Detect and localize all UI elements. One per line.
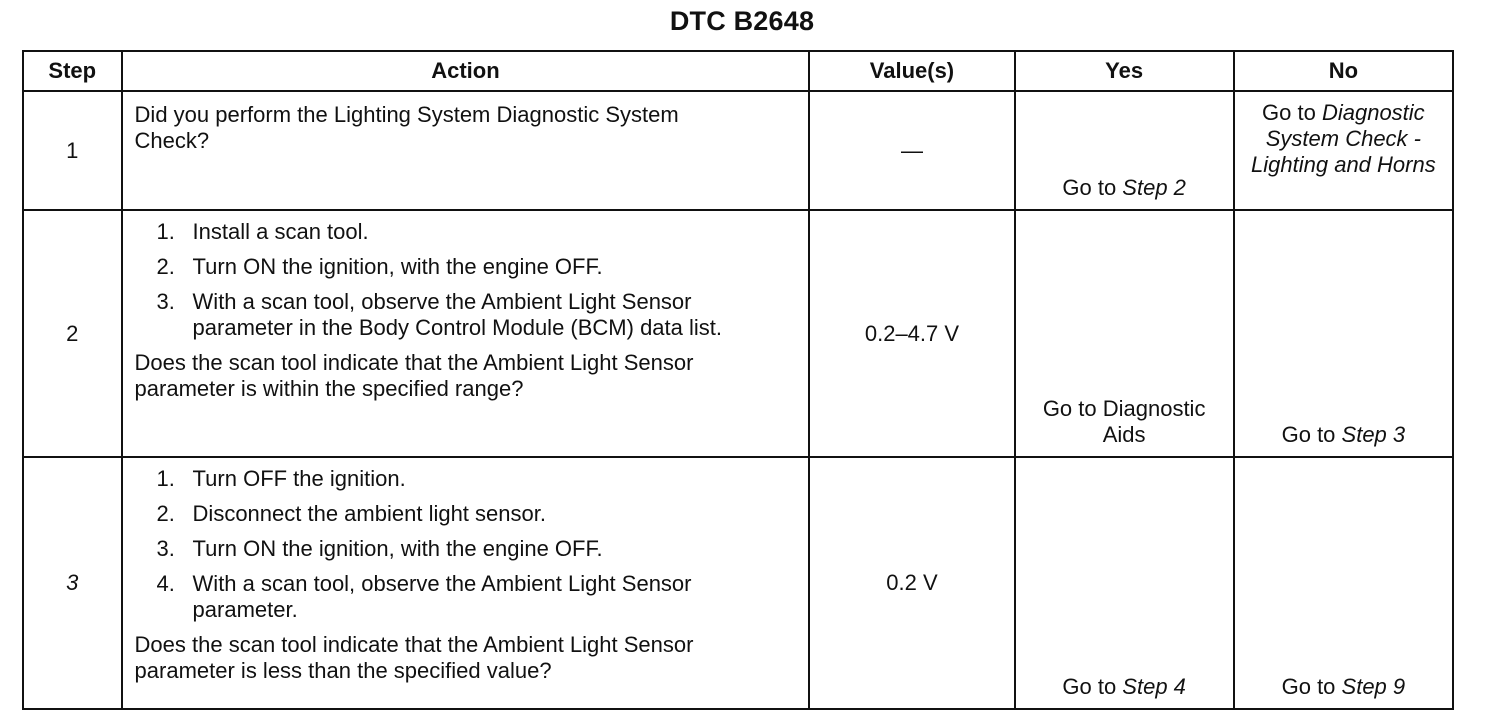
yes-link[interactable]: Step 4 — [1122, 674, 1186, 699]
table-row — [23, 91, 1453, 210]
no-link[interactable]: Step 9 — [1341, 674, 1406, 699]
no-link[interactable]: Diagnostic System Check - Lighting and Horns — [1251, 100, 1436, 177]
yes-cell — [1015, 457, 1234, 709]
action-cell — [122, 91, 810, 210]
yes-cell — [1015, 210, 1234, 457]
action-question: Did you perform the Lighting System Diagnostic System Check? — [134, 102, 679, 153]
table-row — [23, 210, 1453, 457]
header-step: Step — [23, 51, 122, 91]
action-steps-list — [135, 219, 799, 341]
no-prefix: Go to — [1281, 422, 1342, 447]
header-action: Action — [122, 51, 810, 91]
list-item — [135, 501, 799, 527]
list-item — [135, 289, 753, 341]
no-prefix: Go to — [1281, 674, 1342, 699]
yes-cell — [1015, 91, 1234, 210]
list-item-number: 3. — [156, 536, 175, 561]
list-item-number: 1. — [156, 219, 175, 244]
list-item-text: With a scan tool, observe the Ambient Light Sensor parameter in the Body Control Module (BCM) data list. — [192, 289, 722, 340]
action-question: Does the scan tool indicate that the Ambient Light Sensor parameter is less than the specified value? — [134, 632, 694, 683]
list-item-text: Disconnect the ambient light sensor. — [192, 501, 546, 526]
action-question: Does the scan tool indicate that the Ambient Light Sensor parameter is within the specified range? — [134, 350, 694, 401]
step-number: 1 — [23, 91, 122, 210]
action-cell — [122, 457, 810, 709]
no-cell — [1234, 457, 1453, 709]
step-number: 2 — [23, 210, 122, 457]
yes-prefix: Go to — [1062, 674, 1123, 699]
list-item — [135, 219, 799, 245]
list-item-number: 3. — [156, 289, 175, 314]
list-item-text: Install a scan tool. — [192, 219, 369, 244]
list-item — [135, 466, 799, 492]
list-item-text: Turn ON the ignition, with the engine OFF. — [192, 536, 603, 561]
no-prefix: Go to — [1262, 100, 1322, 125]
step-number: 3 — [23, 457, 122, 709]
header-no: No — [1234, 51, 1453, 91]
header-row — [23, 51, 1453, 91]
list-item-text: Turn ON the ignition, with the engine OFF. — [192, 254, 603, 279]
list-item — [135, 536, 799, 562]
value-cell: 0.2–4.7 V — [809, 210, 1014, 457]
list-item-text: Turn OFF the ignition. — [192, 466, 406, 491]
yes-link[interactable]: Step 2 — [1122, 175, 1186, 200]
value-cell: — — [809, 91, 1014, 210]
list-item-text: With a scan tool, observe the Ambient Light Sensor parameter. — [192, 571, 692, 622]
no-cell — [1234, 210, 1453, 457]
list-item — [135, 571, 773, 623]
document-title: DTC B2648 — [669, 6, 815, 36]
action-cell — [122, 210, 810, 457]
action-steps-list — [135, 466, 799, 623]
table-row — [23, 457, 1453, 709]
list-item-number: 2. — [156, 501, 175, 526]
yes-prefix: Go to — [1062, 175, 1123, 200]
header-values: Value(s) — [809, 51, 1014, 91]
list-item-number: 4. — [156, 571, 175, 596]
no-cell — [1234, 91, 1453, 210]
diagnostic-table — [22, 50, 1454, 710]
list-item-number: 2. — [156, 254, 175, 279]
list-item — [135, 254, 799, 280]
list-item-number: 1. — [156, 466, 175, 491]
header-yes: Yes — [1015, 51, 1234, 91]
yes-text[interactable]: Go to Diagnostic Aids — [1042, 396, 1206, 447]
no-link[interactable]: Step 3 — [1341, 422, 1406, 447]
value-cell: 0.2 V — [809, 457, 1014, 709]
